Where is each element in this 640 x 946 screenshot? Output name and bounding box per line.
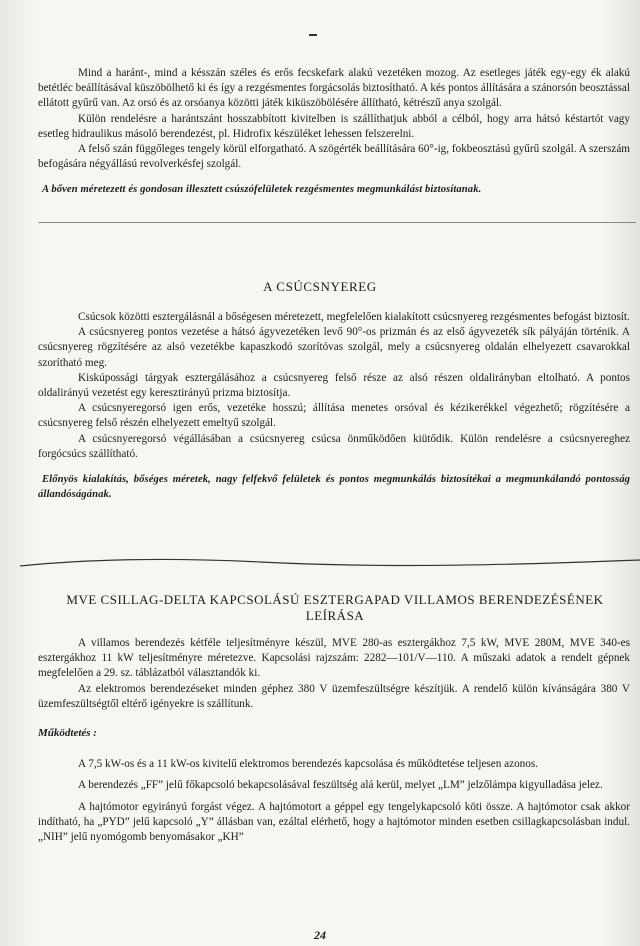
subheading-operation: Működtetés : [38, 727, 97, 740]
paragraph: Kiskúpossági tárgyak esztergálásához a csúcsnyereg felső része az alsó részen oldalirányban eltolható. A pontos oldalirányú vezetést egy keresztirányú prizma biztosítja. [38, 371, 630, 400]
slogan: A bőven méretezett és gondosan illesztett csúszófelületek rezgésmentes megmunkálást biztosítanak. [42, 184, 482, 196]
section-title-electrical [30, 592, 640, 624]
paragraph: A 7,5 kW-os és a 11 kW-os kivitelű elektromos berendezés kapcsolása és működtetése teljesen azonos. [78, 758, 539, 771]
title-line: LEÍRÁSA [305, 608, 365, 623]
paragraph: A csúcsnyereg pontos vezetése a hátsó ágyvezetéken levő 90°-os prizmán és az első ágyvezeték sík pályáján történik. A csúcsnyereg rögzítésére az alsó vezetékbe kapaszkodó szorítóvas szolgál, mely a csúcsnyereg oldalán elhelyezett csavarokkal szorítható meg. [38, 326, 630, 369]
paragraph: A hajtómotor egyirányú forgást végez. A hajtómotort a géppel egy tengelykapcsoló köti össze. A hajtómotor csak akkor indítható, ha „PYD” jelű kapcsoló „Y” állásban van, ezáltal elérhető, hogy a hajtómotor minden esetben csillagkapcsolásban indul. „NIH” jelű nyomógomb benyomásakor „KH” [38, 800, 630, 844]
section-electrical-text [38, 636, 630, 845]
section-slide-text [38, 66, 630, 198]
title-line: MVE CSILLAG-DELTA KAPCSOLÁSÚ ESZTERGAPAD VILLAMOS BERENDEZÉSÉNEK [66, 592, 604, 607]
paragraph: A berendezés „FF” jelű főkapcsoló bekapcsolásával feszültség alá kerül, melyet „LM” jelzőlámpa kigyulladása jelez. [78, 779, 603, 792]
wavy-divider [20, 556, 640, 570]
slogan: Előnyös kialakítás, bőséges méretek, nagy felfekvő felületek és pontos megmunkálás biztosítékai a megmunkálandó pontosság állandóságának. [38, 474, 630, 501]
section-title-tailstock: A CSÚCSNYEREG [263, 279, 377, 294]
divider [38, 222, 636, 223]
page-number: 24 [314, 928, 326, 942]
paragraph: A csúcsnyeregorsó végállásában a csúcsnyereg csúcsa önműködően kiütődik. Külön rendelésre a csúcsnyereghez forgócsúcs szállítható. [38, 432, 630, 460]
top-dash-mark [309, 34, 317, 36]
paragraph: Csúcsok közötti esztergálásnál a bőségesen méretezett, megfelelően kialakított csúcsnyereg rezgésmentes befogást biztosít. [78, 311, 630, 323]
paragraph: A felső szán függőleges tengely körül elforgatható. A szögérték beállítására 60°-ig, fokbeosztású gyűrű szolgál. A szerszám befogására négyállású revolverkésfej szolgál. [38, 143, 630, 171]
paragraph: A csúcsnyeregorsó igen erős, vezetéke hosszú; állítása menetes orsóval és kézikerékkel végezhető; rögzítésére a csúcsnyereg felső részén elhelyezett emeltyű szolgál. [38, 402, 630, 430]
paragraph: A villamos berendezés kétféle teljesítményre készül, MVE 280-as esztergákhoz 7,5 kW, MVE 280M, MVE 340-es esztergákhoz 11 kW teljesítményre méretezve. Kapcsolási rajzszám: 2282—101/V—110. A műszaki adatok a rendelt gépnek megfelelően a 29. sz. táblázatból választandók ki. [38, 637, 630, 680]
paragraph: Az elektromos berendezéseket minden géphez 380 V üzemfeszültségre készítjük. A rendelő külön kívánságára 380 V üzemfeszültségtől eltérő igényekre is szállítunk. [38, 682, 630, 710]
paragraph: Mind a haránt-, mind a késszán széles és erős fecskefark alakú vezetéken mozog. Az esetleges játék egy-egy ék alakú betétléc beállításával küszöbölhető ki és így a rezgésmentes forgácsolás biztosítható. A kés pontos állítására a szánorsón beosztással ellátott gyűrű van. Az orsó és az orsóanya közötti játék kiküszöbölésére állítható, kétrészű anya szolgál. [38, 67, 630, 110]
section-tailstock-text [38, 310, 630, 502]
paragraph: Külön rendelésre a harántszánt hosszabbított kivitelben is szállíthatjuk abból a célból, hogy arra hátsó késtartót vagy esetleg hidraulikus másoló berendezést, pl. Hidrofix készüléket lehessen felszerelni. [38, 112, 630, 140]
